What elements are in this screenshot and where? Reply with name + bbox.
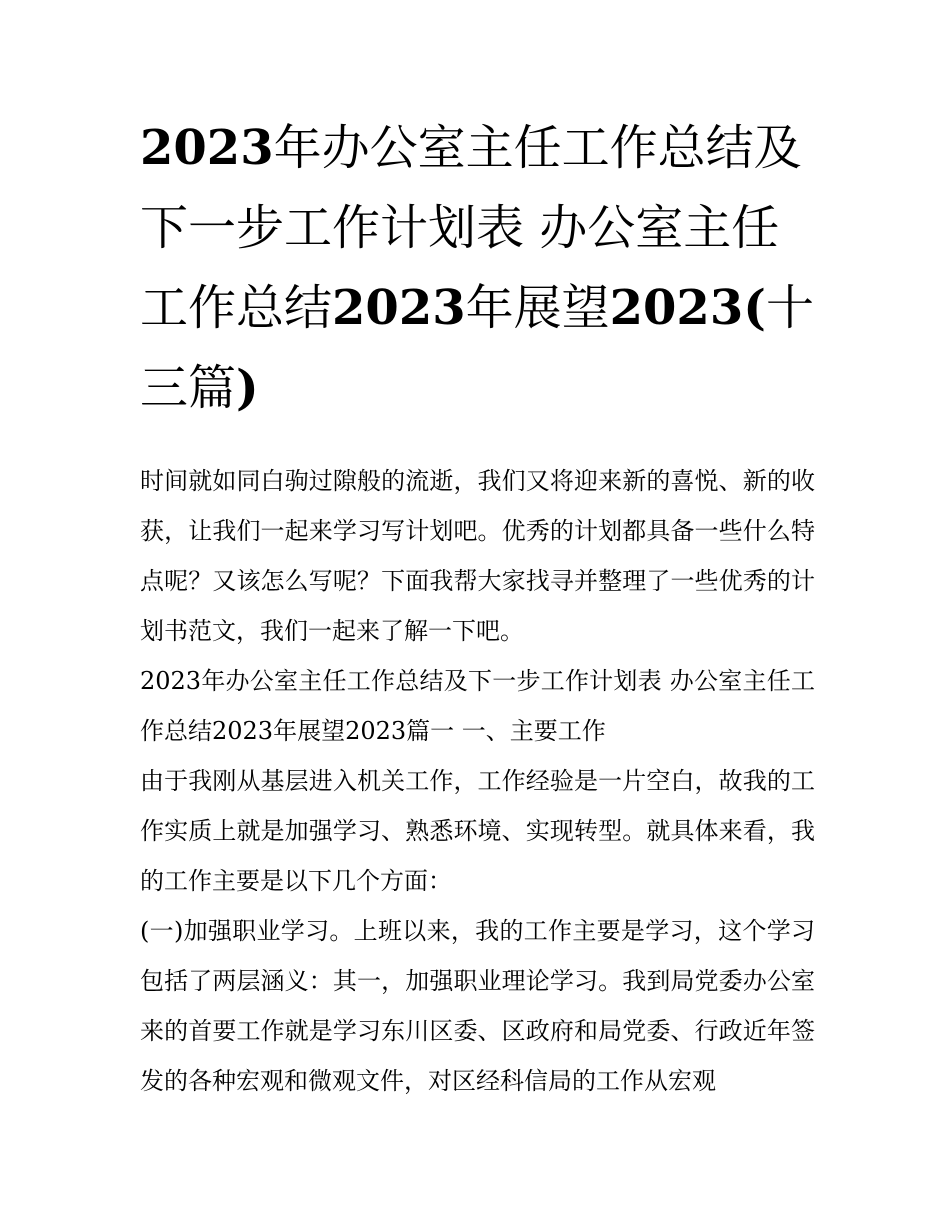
paragraph-intro: 时间就如同白驹过隙般的流逝，我们又将迎来新的喜悦、新的收获，让我们一起来学习写计划吧。优秀的计划都具备一些什么特点呢？又该怎么写呢？下面我帮大家找寻并整理了一些优秀的计划书范文，我们一起来了解一下吧。 (140, 467, 815, 645)
document-page (140, 108, 815, 1106)
title-part: ) (236, 360, 259, 416)
title-part: 2023( (609, 280, 766, 336)
title-part: 年办公室主任工作总结及下一步工作计划表 办公室主任工作总结 (140, 120, 802, 336)
title-part: 2023 (140, 120, 274, 176)
document-body (140, 456, 815, 1106)
title-part: 十三篇 (140, 280, 814, 416)
paragraph-background: 由于我刚从基层进入机关工作，工作经验是一片空白，故我的工作实质上就是加强学习、熟悉环境、实现转型。就具体来看，我的工作主要是以下几个方面： (140, 767, 815, 895)
paragraph-study: (一)加强职业学习。上班以来，我的工作主要是学习，这个学习包括了两层涵义：其一，加强职业理论学习。我到局党委办公室来的首要工作就是学习东川区委、区政府和局党委、行政近年签发的各种宏观和微观文件，对区经科信局的工作从宏观 (140, 917, 815, 1095)
paragraph-section-heading: 2023年办公室主任工作总结及下一步工作计划表 办公室主任工作总结2023年展望2023篇一 一、主要工作 (140, 667, 815, 745)
title-part: 2023 (332, 280, 466, 336)
title-part: 年展望 (465, 280, 610, 336)
document-title (140, 108, 815, 428)
